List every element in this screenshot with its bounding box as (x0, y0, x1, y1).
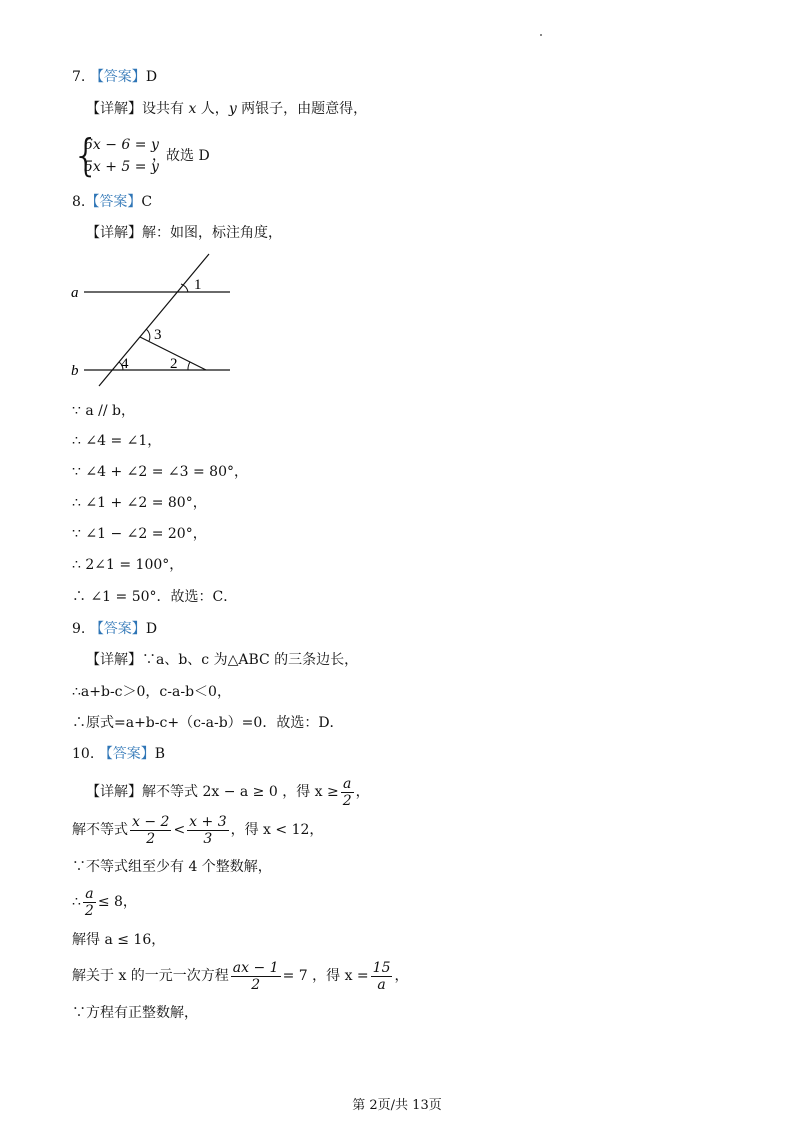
transversal (99, 254, 209, 386)
angle-3-arc (146, 329, 150, 341)
q10-detail-line-3: ∵不等式组至少有 4 个整数解， (72, 859, 272, 875)
q7-detail-tag: 【详解】 (86, 101, 142, 117)
fraction-numerator: x − 2 (132, 813, 170, 830)
q8-step: ∴ 2∠1 = 100°， (72, 557, 184, 573)
fraction-numerator: a (83, 886, 96, 903)
q10-answer-value: B (154, 746, 166, 762)
q7-answer-value: D (145, 69, 158, 85)
label-angle-4: 4 (121, 356, 129, 372)
q10-text: < (173, 822, 186, 838)
angle-2-arc (188, 362, 190, 370)
q8-detail-text: 解：如图，标注角度， (142, 225, 282, 241)
q10-text: 解不等式 (72, 822, 128, 838)
q7-number: 7. (72, 69, 86, 85)
q9-detail-line (86, 651, 358, 669)
q10-text: 解不等式 2x − a ≥ 0 ，得 x ≥ (142, 784, 339, 800)
q7-equation-1: 6x − 6 = y (84, 137, 159, 153)
q10-detail-line-6 (72, 958, 408, 994)
q9-answer-value: D (145, 621, 158, 637)
q10-detail-line-5: 解得 a ≤ 16， (72, 932, 166, 948)
q7-var-x: x (188, 101, 197, 117)
fraction (231, 960, 281, 993)
fraction-numerator: 15 (372, 959, 391, 976)
angle-1-arc (181, 284, 188, 292)
q7-detail-line (86, 100, 367, 118)
fraction-denominator: 2 (84, 902, 94, 919)
q7-detail-text: 人， (196, 101, 229, 117)
fraction-denominator: 2 (342, 792, 352, 809)
q7-detail-text: 两银子，由题意得， (236, 101, 368, 117)
q9-detail-tag: 【详解】 (86, 652, 142, 668)
page-footer: 第 2页/共 13页 (352, 1098, 442, 1113)
fraction-numerator: a (341, 776, 354, 793)
q10-text: ≤ 8， (97, 894, 137, 910)
fraction (130, 814, 171, 847)
q7-var-y: y (228, 101, 237, 117)
q10-number: 10. (72, 746, 95, 762)
q8-step: ∵ ∠1 − ∠2 = 20°， (72, 526, 207, 542)
q9-answer-line (72, 620, 157, 638)
label-angle-3: 3 (154, 327, 162, 343)
q10-text: ∴ (72, 894, 81, 910)
q10-answer-tag: 【答案】 (98, 746, 155, 762)
label-angle-1: 1 (194, 277, 202, 293)
scan-dot (540, 34, 542, 36)
q9-detail-text: ∵a、b、c 为△ABC 的三条边长， (142, 652, 359, 668)
q7-answer-tag: 【答案】 (89, 69, 146, 85)
fraction-denominator: 2 (251, 976, 261, 993)
fraction-denominator: a (377, 976, 386, 993)
q8-detail-line (86, 224, 282, 242)
q10-detail-tag: 【详解】 (86, 784, 142, 800)
q8-number: 8. (72, 194, 86, 210)
q9-number: 9. (72, 621, 86, 637)
q10-detail-line-7: ∵方程有正整数解， (72, 1005, 198, 1021)
label-a: a (71, 285, 79, 301)
q7-answer-line (72, 68, 157, 86)
system-brace: { (72, 130, 100, 181)
q7-detail-text: 设共有 (142, 101, 189, 117)
q8-detail-tag: 【详解】 (86, 225, 142, 241)
fraction (371, 960, 393, 993)
q8-answer-value: C (141, 194, 153, 210)
q8-step: ∵ a // b， (72, 403, 135, 419)
fraction-numerator: x + 3 (189, 813, 227, 830)
label-angle-2: 2 (170, 356, 178, 372)
q10-text: ， (394, 968, 409, 984)
q8-step: ∴ ∠1 = 50°．故选：C． (72, 589, 238, 605)
fraction-denominator: 3 (203, 830, 213, 847)
q10-detail-line-4 (72, 884, 137, 920)
q8-step: ∴ ∠4 = ∠1， (72, 433, 162, 449)
q9-answer-tag: 【答案】 (89, 621, 146, 637)
fraction-denominator: 2 (146, 830, 156, 847)
q9-step-2: ∴原式=a+b-c+（c-a-b）=0．故选：D． (72, 715, 344, 731)
parallel-lines-figure (66, 252, 246, 392)
q10-text: ，得 x < 12， (230, 822, 324, 838)
q8-step: ∵ ∠4 + ∠2 = ∠3 = 80°， (72, 464, 248, 480)
q10-detail-line-2 (72, 812, 323, 848)
q9-step-1: ∴a+b-c＞0，c-a-b＜0， (72, 684, 231, 700)
q8-answer-line (72, 193, 152, 211)
q10-answer-line (72, 745, 165, 763)
fraction (187, 814, 228, 847)
q8-step: ∴ ∠1 + ∠2 = 80°， (72, 495, 207, 511)
q8-answer-tag: 【答案】 (85, 194, 142, 210)
fraction (83, 886, 96, 919)
q10-detail-line-1 (86, 774, 370, 810)
q10-text: ， (355, 784, 370, 800)
label-b: b (71, 363, 79, 379)
fraction-numerator: ax − 1 (232, 959, 279, 976)
q10-text: = 7 ，得 x = (282, 968, 369, 984)
q7-conclusion: ，故选 D (152, 148, 210, 164)
fraction (341, 776, 354, 809)
q7-equation-2: 5x + 5 = y (84, 159, 159, 175)
q10-text: 解关于 x 的一元一次方程 (72, 968, 229, 984)
